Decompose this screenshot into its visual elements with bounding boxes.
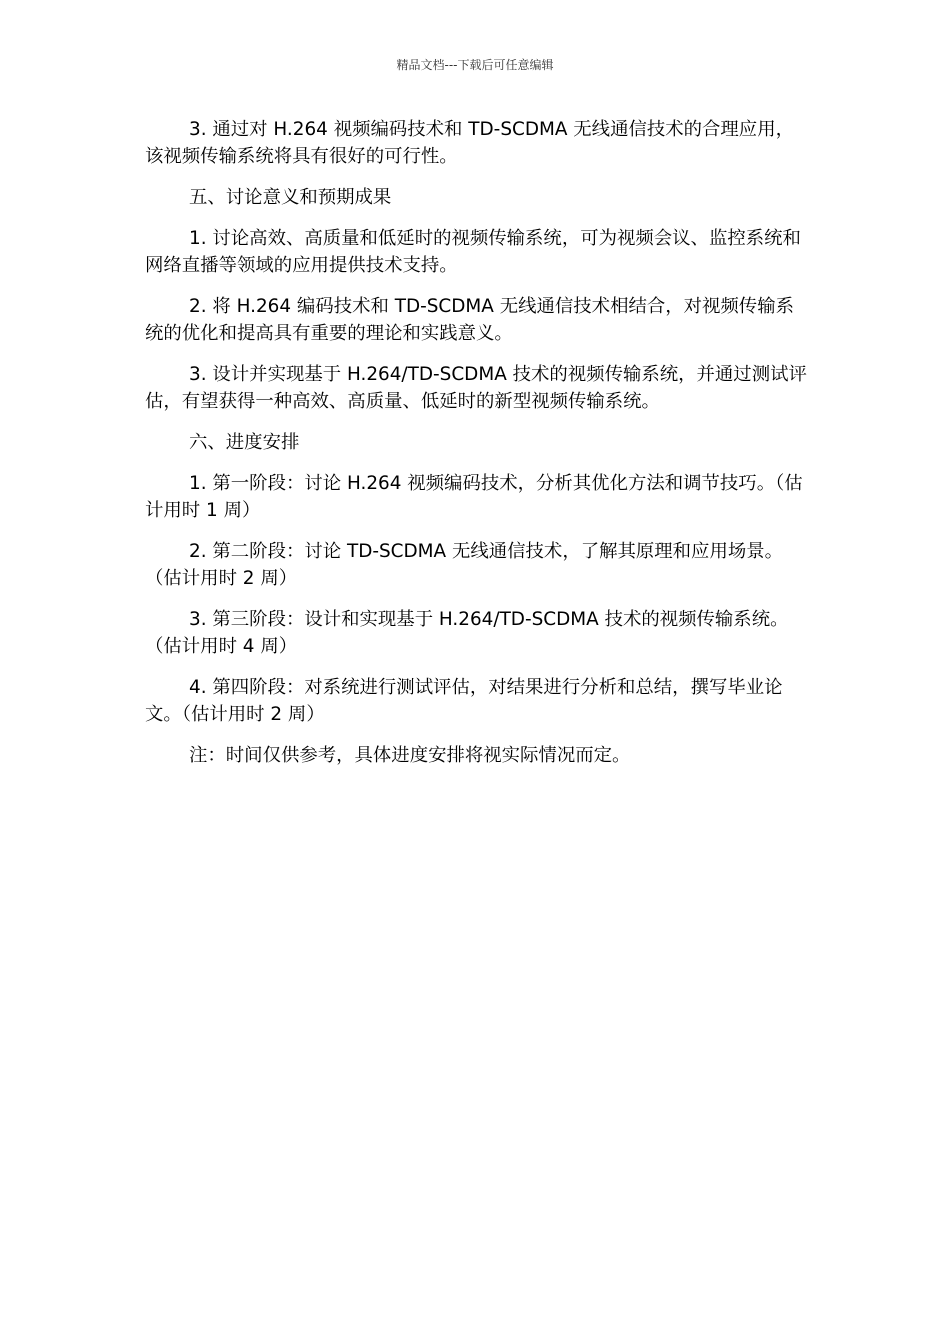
paragraph-significance-1: 1. 讨论高效、高质量和低延时的视频传输系统，可为视频会议、监控系统和网络直播等领域的应用提供技术支持。 [145, 228, 801, 276]
paragraph-schedule-4: 4. 第四阶段：对系统进行测试评估，对结果进行分析和总结，撰写毕业论文。（估计用时 2 周） [145, 677, 783, 725]
paragraph-schedule-3: 3. 第三阶段：设计和实现基于 H.264/TD-SCDMA 技术的视频传输系统。（估计用时 4 周） [145, 609, 789, 657]
section-heading-schedule: 六、进度安排 [189, 432, 300, 453]
section-heading-significance: 五、讨论意义和预期成果 [189, 187, 392, 208]
paragraph-significance-2: 2. 将 H.264 编码技术和 TD-SCDMA 无线通信技术相结合，对视频传输系统的优化和提高具有重要的理论和实践意义。 [145, 296, 794, 344]
paragraph-feasibility: 3. 通过对 H.264 视频编码技术和 TD-SCDMA 无线通信技术的合理应用，该视频传输系统将具有很好的可行性。 [145, 119, 794, 167]
paragraph-note: 注：时间仅供参考，具体进度安排将视实际情况而定。 [189, 745, 631, 766]
page-header: 精品文档---下载后可任意编辑 [396, 58, 554, 72]
paragraph-schedule-2: 2. 第二阶段：讨论 TD-SCDMA 无线通信技术，了解其原理和应用场景。（估计用时 2 周） [145, 541, 784, 589]
document-body [145, 116, 807, 783]
paragraph-significance-3: 3. 设计并实现基于 H.264/TD-SCDMA 技术的视频传输系统，并通过测试评估，有望获得一种高效、高质量、低延时的新型视频传输系统。 [145, 364, 807, 412]
paragraph-schedule-1: 1. 第一阶段：讨论 H.264 视频编码技术，分析其优化方法和调节技巧。（估计用时 1 周） [145, 473, 803, 521]
